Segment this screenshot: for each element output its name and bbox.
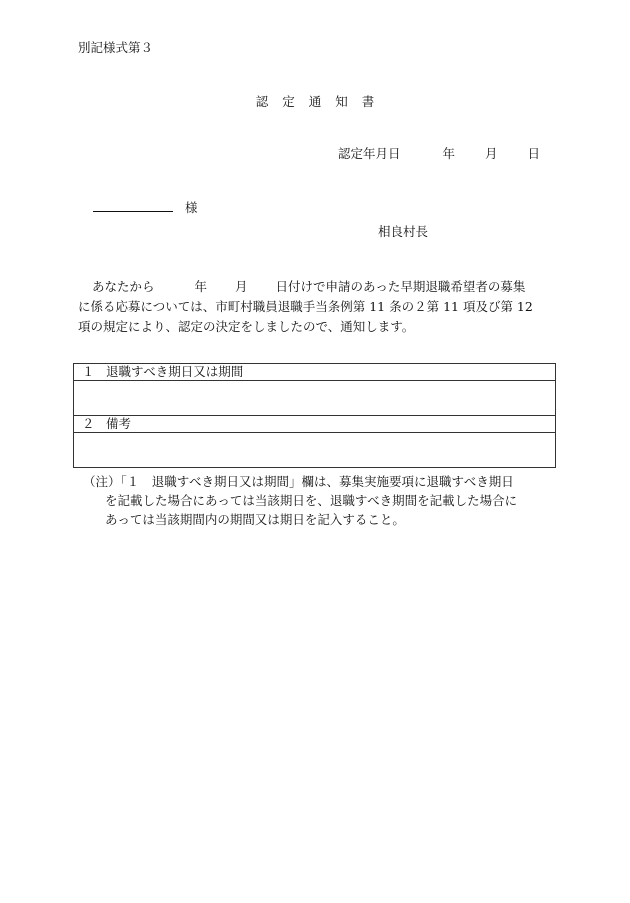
- body-year: 年: [194, 279, 208, 294]
- row-number: １: [82, 364, 95, 379]
- retirement-period-field[interactable]: [74, 381, 555, 416]
- title-char: 通: [308, 94, 322, 109]
- body-month: 月: [235, 279, 248, 294]
- title-char: 知: [335, 94, 348, 109]
- remarks-label: 備考: [106, 416, 132, 431]
- table-row-header: [74, 364, 555, 381]
- issuer: 相良村長: [378, 224, 429, 239]
- retirement-period-label: 退職すべき期日又は期間: [106, 364, 244, 379]
- title-char: 書: [361, 94, 375, 109]
- footnote: [83, 472, 563, 529]
- body-line-3: 項の規定により、認定の決定をしましたので、通知します。: [78, 319, 415, 334]
- remarks-field[interactable]: [74, 433, 555, 467]
- body-rest: 日付けで申請のあった早期退職希望者の募集: [275, 279, 526, 294]
- addressee-blank: [93, 201, 173, 212]
- addressee-suffix: 様: [185, 200, 198, 215]
- date-month: 月: [485, 146, 498, 161]
- body-line-1: [78, 277, 558, 297]
- body-prefix: あなたから: [92, 279, 155, 294]
- details-table: [73, 363, 556, 468]
- row-number: ２: [82, 416, 95, 431]
- table-row-header: [74, 416, 555, 433]
- addressee-line: [93, 201, 198, 215]
- approval-date-label: 認定年月日: [338, 146, 401, 161]
- date-year: 年: [442, 146, 456, 161]
- approval-date-line: [338, 148, 540, 161]
- title-char: 定: [282, 94, 295, 109]
- form-number: 別記様式第３: [78, 40, 154, 55]
- document-title: [0, 96, 630, 109]
- title-char: 認: [255, 94, 269, 109]
- note-line-2: を記載した場合にあっては当該期日を、退職すべき期間を記載した場合に: [105, 493, 518, 508]
- body-line-2: に係る応募については、市町村職員退職手当条例第 11 条の２第 11 項及び第 12: [78, 299, 533, 314]
- date-day: 日: [527, 146, 541, 161]
- notice-body: [78, 277, 558, 337]
- note-line-3: あっては当該期間内の期間又は期日を記入すること。: [105, 512, 405, 527]
- note-line-1: （注）「１ 退職すべき期日又は期間」欄は、募集実施要項に退職すべき期日: [83, 474, 514, 489]
